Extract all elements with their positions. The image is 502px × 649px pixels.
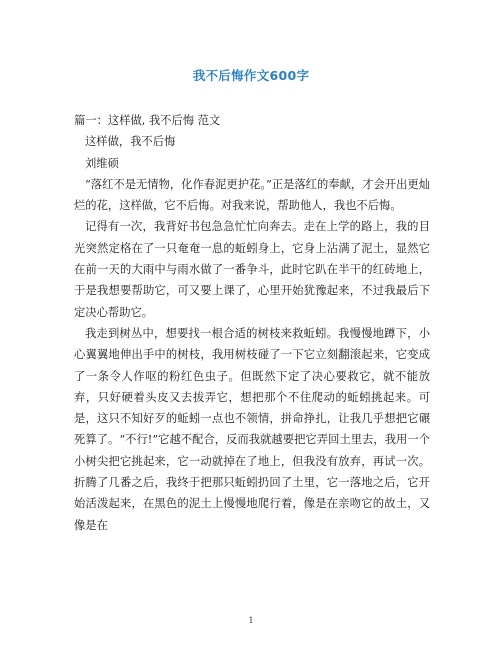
author-name: 刘维硕 xyxy=(85,156,119,170)
paragraph-3: 我走到树丛中，想要找一根合适的树枝来救蚯蚓。我慢慢地蹲下，小心翼翼地伸出手中的树枝，我用树枝碰了一下它立刻翻滚起来，它变成了一条令人作呕的粉红色虫子。但既然下定了决心要救它，就不能放弃，只好硬着头皮又去拔弄它，想把那个不住爬动的蚯蚓挑起来。可是，这只不知好歹的蚯蚓一点也不领情，拼命挣扎，让我几乎想把它碾死算了。“不行!”它越不配合，反而我就越要把它弄回土里去，我用一个小树尖把它挑起来，它一动就掉在了地上，但我没有放弃，再试一次。折腾了几番之后，我终于把那只蚯蚓扔回了土里，它一落地之后，它开始活泼起来，在黑色的泥土上慢慢地爬行着，像是在亲吻它的故土，又像是在 xyxy=(74,326,430,532)
paragraph-1: “落红不是无情物，化作春泥更护花。”正是落红的奉献，才会开出更灿烂的花，这样做，它不后悔。对我来说，帮助他人，我也不后悔。 xyxy=(74,177,430,213)
section-heading: 篇一：这样做, 我不后悔 范文 xyxy=(74,114,221,127)
document-title: 我不后悔作文600字 xyxy=(192,68,310,83)
document-body xyxy=(74,110,430,536)
page-number: 1 xyxy=(248,616,254,625)
essay-title: 这样做，我不后悔 xyxy=(85,135,176,149)
paragraph-2: 记得有一次，我背好书包急急忙忙向奔去。走在上学的路上，我的目光突然定格在了一只奄奄一息的蚯蚓身上，它身上沾满了泥土，显然它在前一天的大雨中与雨水做了一番争斗，此时它趴在半干的红砖地上，于是我想要帮助它，可又要上课了，心里开始犹豫起来，不过我最后下定决心帮助它。 xyxy=(74,220,430,319)
